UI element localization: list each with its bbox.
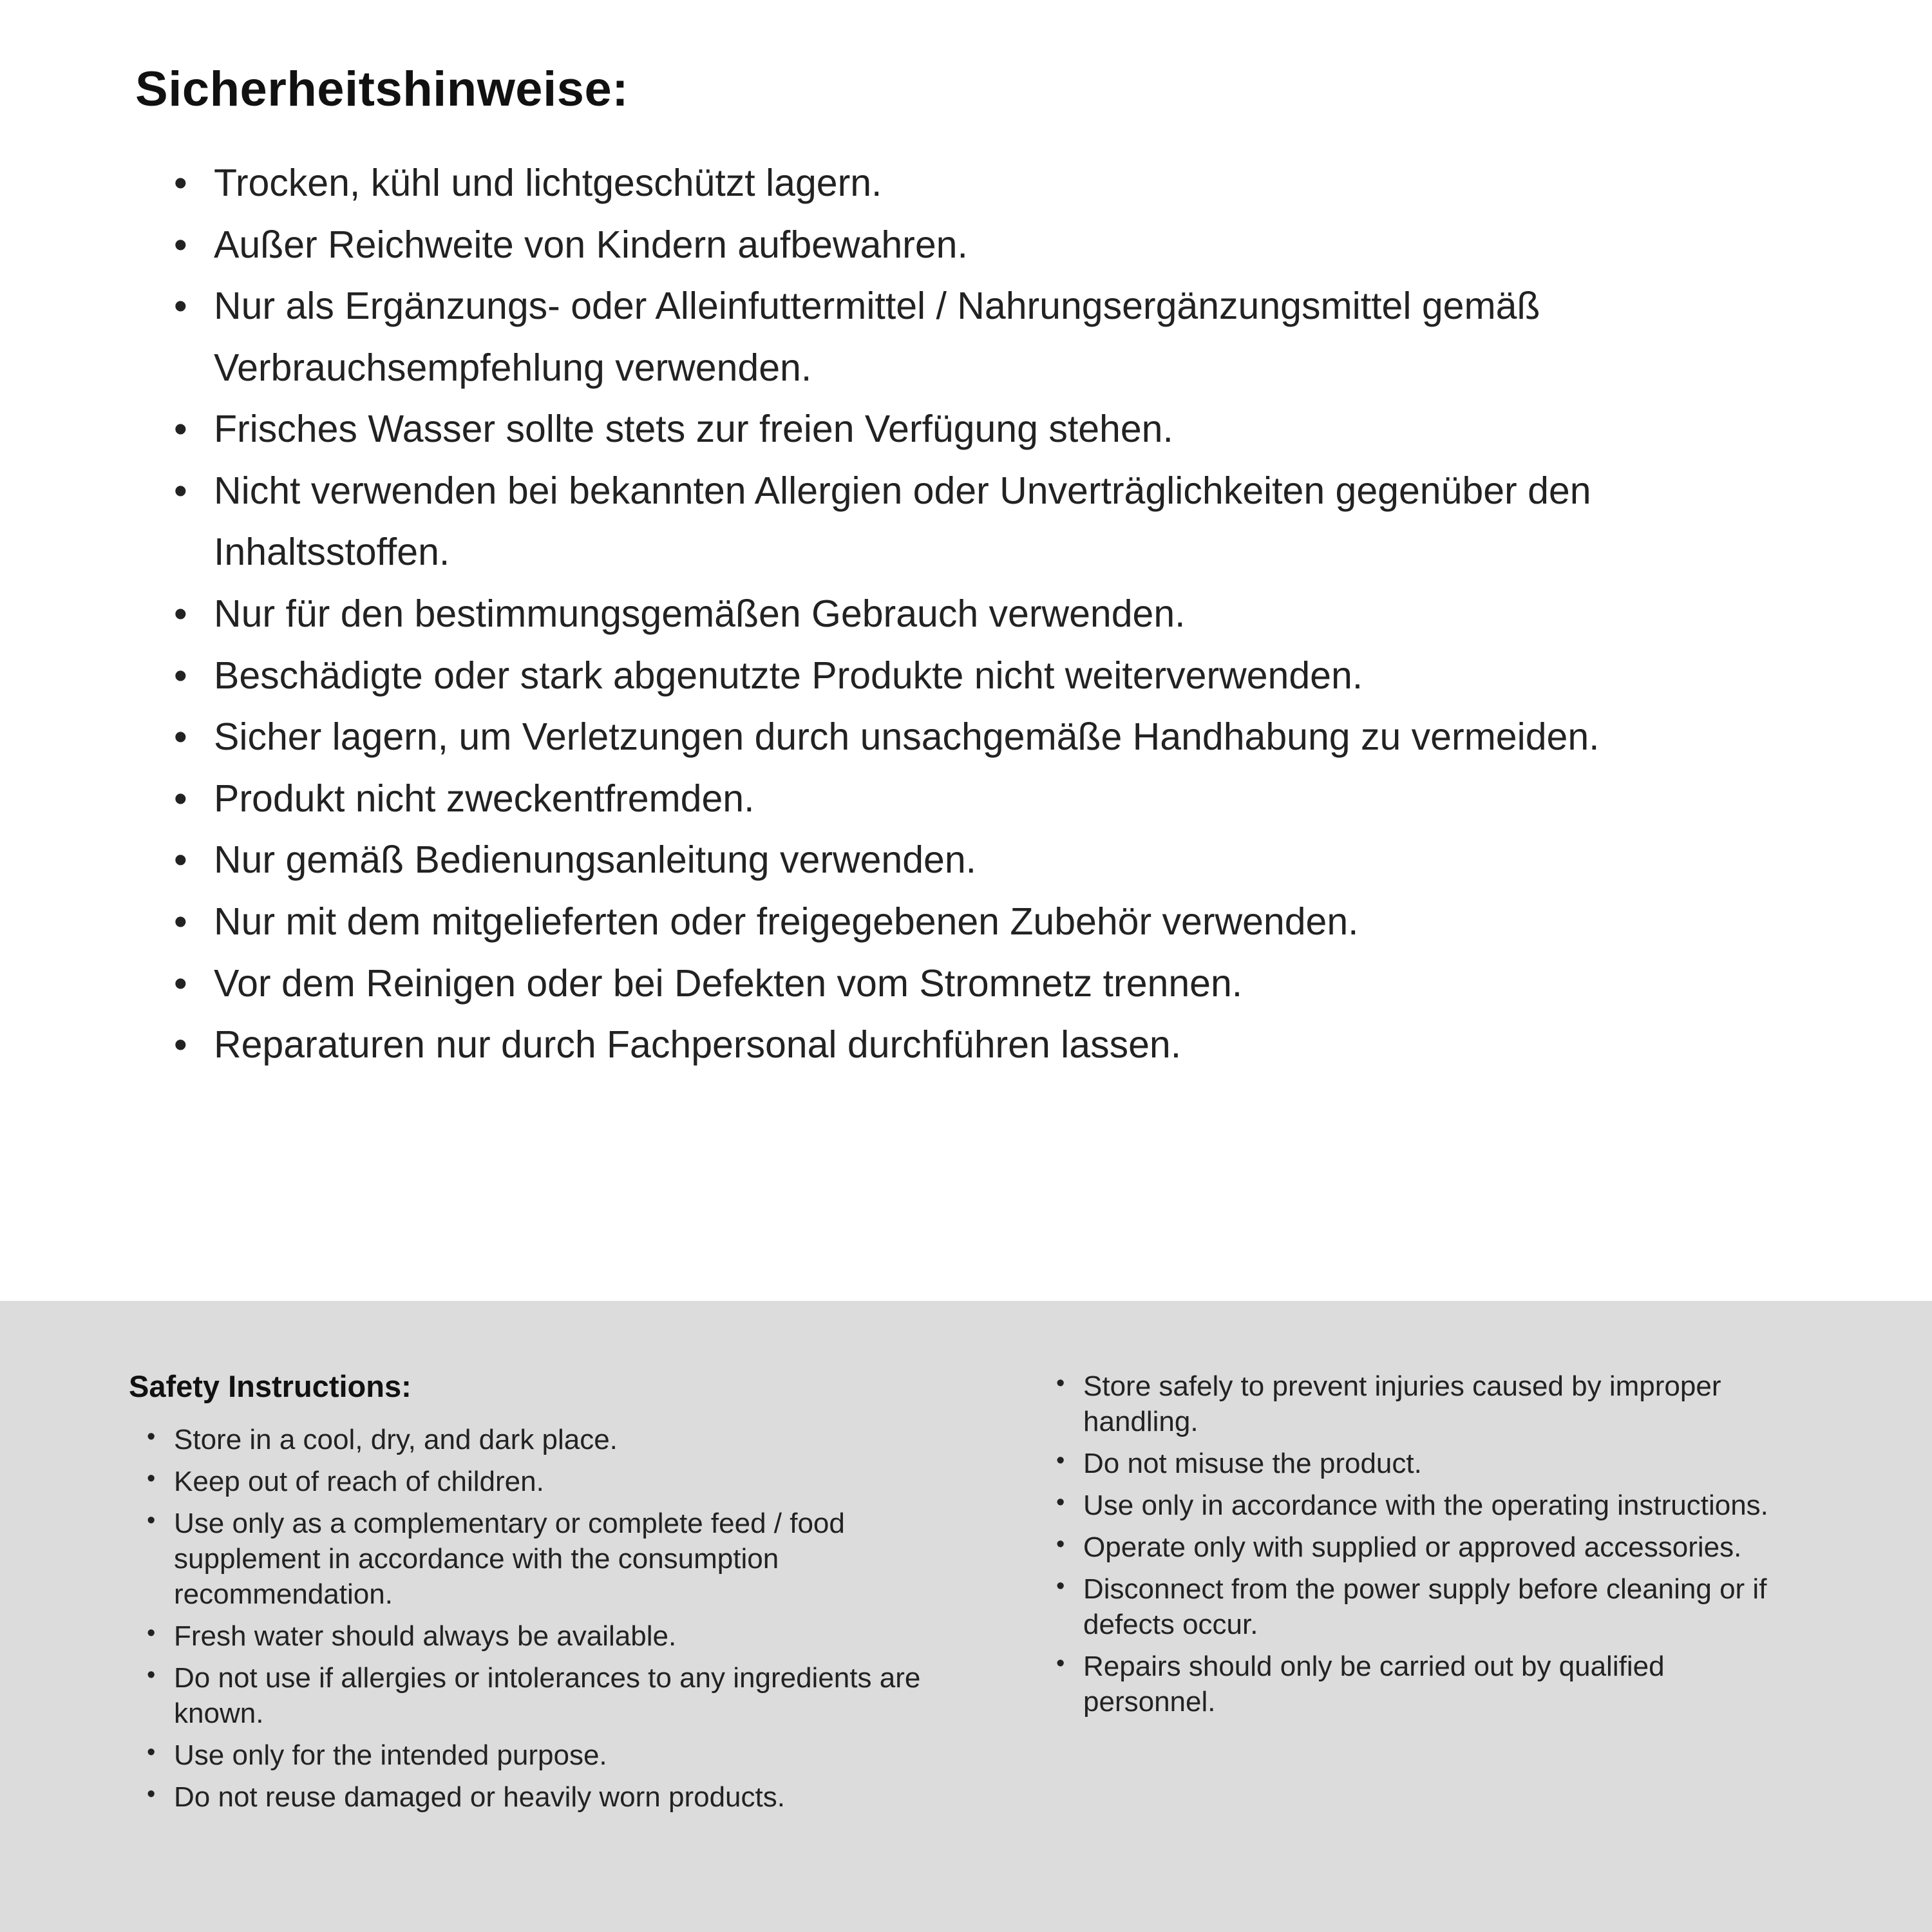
list-item: • Store safely to prevent injuries caused by improper handling. bbox=[1056, 1368, 1803, 1439]
list-item: • Operate only with supplied or approved accessories. bbox=[1056, 1530, 1803, 1565]
list-item: • Do not reuse damaged or heavily worn products. bbox=[147, 1779, 985, 1815]
english-right-bullet-list bbox=[1056, 1368, 1803, 1719]
english-heading: Safety Instructions: bbox=[129, 1369, 412, 1403]
list-item: • Sicher lagern, um Verletzungen durch unsachgemäße Handhabung zu vermeiden. bbox=[174, 706, 1816, 768]
list-item: • Store in a cool, dry, and dark place. bbox=[147, 1422, 985, 1457]
list-item: • Reparaturen nur durch Fachpersonal durchführen lassen. bbox=[174, 1014, 1816, 1076]
list-item: • Keep out of reach of children. bbox=[147, 1464, 985, 1499]
list-item: • Nur gemäß Bedienungsanleitung verwenden. bbox=[174, 829, 1816, 891]
german-bullet-list bbox=[135, 153, 1816, 1076]
list-item: • Beschädigte oder stark abgenutzte Produkte nicht weiterverwenden. bbox=[174, 645, 1816, 707]
german-heading: Sicherheitshinweise: bbox=[135, 62, 629, 117]
list-item: • Trocken, kühl und lichtgeschützt lagern. bbox=[174, 153, 1816, 214]
english-left-bullet-list bbox=[129, 1422, 985, 1815]
english-left-column bbox=[129, 1368, 985, 1932]
list-item: • Nur als Ergänzungs- oder Alleinfuttermittel / Nahrungsergänzungsmittel gemäß Verbrauchsempfehlung verwenden. bbox=[174, 276, 1816, 399]
list-item: • Außer Reichweite von Kindern aufbewahren. bbox=[174, 214, 1816, 276]
list-item: • Nur mit dem mitgelieferten oder freigegebenen Zubehör verwenden. bbox=[174, 891, 1816, 953]
list-item: • Produkt nicht zweckentfremden. bbox=[174, 768, 1816, 830]
list-item: • Use only as a complementary or complete feed / food supplement in accordance with the consumption recommendation. bbox=[147, 1506, 985, 1612]
list-item: • Frisches Wasser sollte stets zur freien Verfügung stehen. bbox=[174, 399, 1816, 460]
list-item: • Nicht verwenden bei bekannten Allergien oder Unverträglichkeiten gegenüber den Inhaltsstoffen. bbox=[174, 460, 1816, 583]
english-right-column bbox=[1056, 1368, 1803, 1932]
list-item: • Use only in accordance with the operating instructions. bbox=[1056, 1488, 1803, 1523]
list-item: • Vor dem Reinigen oder bei Defekten vom Stromnetz trennen. bbox=[174, 953, 1816, 1015]
list-item: • Use only for the intended purpose. bbox=[147, 1738, 985, 1773]
list-item: • Do not misuse the product. bbox=[1056, 1446, 1803, 1481]
list-item: • Disconnect from the power supply before cleaning or if defects occur. bbox=[1056, 1571, 1803, 1642]
list-item: • Fresh water should always be available. bbox=[147, 1618, 985, 1654]
english-safety-section bbox=[0, 1301, 1932, 1932]
list-item: • Repairs should only be carried out by qualified personnel. bbox=[1056, 1649, 1803, 1719]
list-item: • Nur für den bestimmungsgemäßen Gebrauch verwenden. bbox=[174, 583, 1816, 645]
list-item: • Do not use if allergies or intolerances to any ingredients are known. bbox=[147, 1660, 985, 1731]
